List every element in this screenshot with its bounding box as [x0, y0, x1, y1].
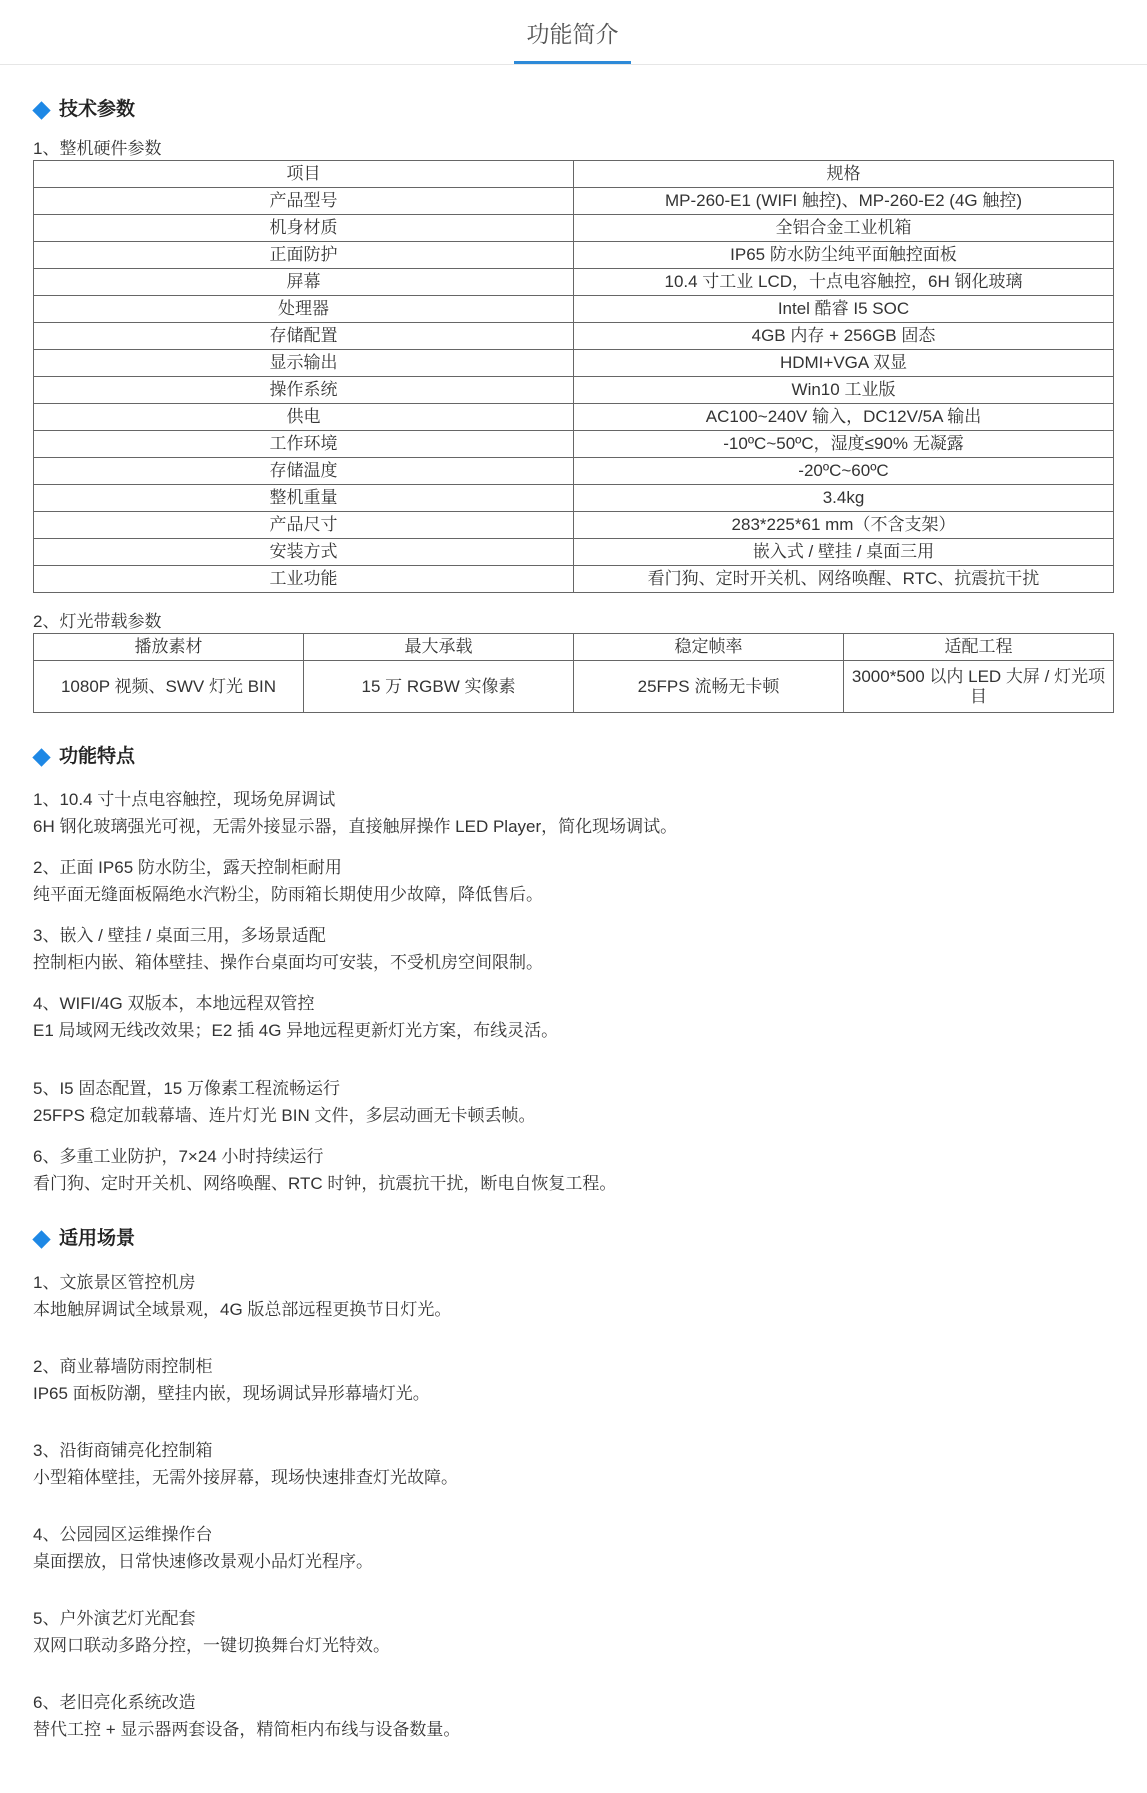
table-row — [34, 566, 1114, 593]
scenario-desc: 小型箱体壁挂，无需外接屏幕，现场快速排查灯光故障。 — [33, 1468, 458, 1487]
spec-item-cell: 存储配置 — [34, 323, 574, 350]
feature-desc: 纯平面无缝面板隔绝水汽粉尘，防雨箱长期使用少故障，降低售后。 — [33, 885, 543, 904]
spec-value-cell: HDMI+VGA 双显 — [574, 350, 1114, 377]
feature-title: 5、I5 固态配置，15 万像素工程流畅运行 — [33, 1079, 340, 1098]
feature-desc: E1 局域网无线改效果；E2 插 4G 异地远程更新灯光方案，布线灵活。 — [33, 1021, 559, 1040]
scenario-desc: 桌面摆放，日常快速修改景观小品灯光程序。 — [33, 1552, 373, 1571]
list-item — [33, 1605, 1113, 1659]
spec-value-cell: MP-260-E1 (WIFI 触控)、MP-260-E2 (4G 触控) — [574, 188, 1114, 215]
features-list — [33, 786, 1113, 1197]
spec-item-cell: 存储温度 — [34, 458, 574, 485]
tab-bar — [0, 0, 1147, 65]
table-row — [34, 539, 1114, 566]
table-header-cell: 最大承载 — [304, 634, 574, 661]
table-row — [34, 512, 1114, 539]
table-row — [34, 431, 1114, 458]
table-row — [34, 458, 1114, 485]
list-item — [33, 1353, 1113, 1407]
scenario-title: 1、文旅景区管控机房 — [33, 1273, 196, 1292]
feature-desc: 看门狗、定时开关机、网络唤醒、RTC 时钟，抗震抗干扰，断电自恢复工程。 — [33, 1174, 617, 1193]
spec-value-cell: IP65 防水防尘纯平面触控面板 — [574, 242, 1114, 269]
spec-item-cell: 处理器 — [34, 296, 574, 323]
scenario-desc: IP65 面板防潮，壁挂内嵌，现场调试异形幕墙灯光。 — [33, 1384, 430, 1403]
scenario-title: 5、户外演艺灯光配套 — [33, 1609, 196, 1628]
spec-item-cell: 安装方式 — [34, 539, 574, 566]
scenario-desc: 替代工控 + 显示器两套设备，精简柜内布线与设备数量。 — [33, 1720, 461, 1739]
list-item — [33, 786, 1113, 840]
spec-item-cell: 工作环境 — [34, 431, 574, 458]
spec-value-cell: 看门狗、定时开关机、网络唤醒、RTC、抗震抗干扰 — [574, 566, 1114, 593]
list-item — [33, 1269, 1113, 1323]
spec-value-cell: -20ºC~60ºC — [574, 458, 1114, 485]
table-header-cell: 播放素材 — [34, 634, 304, 661]
scenario-title: 2、商业幕墙防雨控制柜 — [33, 1357, 213, 1376]
spec-item-cell: 显示输出 — [34, 350, 574, 377]
hardware-params-table — [33, 160, 1114, 593]
list-item — [33, 1689, 1113, 1743]
list-item — [33, 922, 1113, 976]
scenario-desc: 本地触屏调试全域景观，4G 版总部远程更换节日灯光。 — [33, 1300, 452, 1319]
spec-item-cell: 产品型号 — [34, 188, 574, 215]
table-row — [34, 215, 1114, 242]
spec-item-cell: 机身材质 — [34, 215, 574, 242]
spec-item-cell: 产品尺寸 — [34, 512, 574, 539]
section-heading-label: 技术参数 — [59, 99, 136, 120]
table-row — [34, 296, 1114, 323]
spec-value-cell: AC100~240V 输入，DC12V/5A 输出 — [574, 404, 1114, 431]
section-heading-scenarios — [33, 1225, 1113, 1253]
table-header-cell: 规格 — [574, 161, 1114, 188]
feature-title: 4、WIFI/4G 双版本，本地远程双管控 — [33, 994, 315, 1013]
feature-desc: 25FPS 稳定加载幕墙、连片灯光 BIN 文件，多层动画无卡顿丢帧。 — [33, 1106, 536, 1125]
scenario-title: 6、老旧亮化系统改造 — [33, 1693, 196, 1712]
tab-feature-intro[interactable]: 功能简介 — [526, 21, 619, 47]
table-row — [34, 269, 1114, 296]
table-cell: 25FPS 流畅无卡顿 — [574, 661, 844, 713]
feature-desc: 6H 钢化玻璃强光可视，无需外接显示器，直接触屏操作 LED Player，简化现场调试。 — [33, 817, 678, 836]
section-heading-label: 功能特点 — [59, 746, 136, 767]
spec-value-cell: -10ºC~50ºC，湿度≤90% 无凝露 — [574, 431, 1114, 458]
list-item — [33, 1437, 1113, 1491]
table-cell: 15 万 RGBW 实像素 — [304, 661, 574, 713]
table-row — [34, 323, 1114, 350]
spec-value-cell: 嵌入式 / 壁挂 / 桌面三用 — [574, 539, 1114, 566]
list-item — [33, 1075, 1113, 1129]
scenario-title: 4、公园园区运维操作台 — [33, 1525, 213, 1544]
hardware-params-subtitle: 1、整机硬件参数 — [33, 139, 162, 158]
main-content — [33, 65, 1113, 1743]
table-cell: 3000*500 以内 LED 大屏 / 灯光项目 — [844, 661, 1114, 713]
spec-item-cell: 整机重量 — [34, 485, 574, 512]
spec-item-cell: 供电 — [34, 404, 574, 431]
section-heading-features — [33, 743, 1113, 771]
feature-title: 2、正面 IP65 防水防尘，露天控制柜耐用 — [33, 858, 342, 877]
feature-desc: 控制柜内嵌、箱体壁挂、操作台桌面均可安装，不受机房空间限制。 — [33, 953, 543, 972]
diamond-bullet-icon — [32, 748, 50, 766]
spec-item-cell: 正面防护 — [34, 242, 574, 269]
lighting-params-subtitle: 2、灯光带载参数 — [33, 612, 162, 631]
feature-title: 6、多重工业防护，7×24 小时持续运行 — [33, 1147, 324, 1166]
spec-item-cell: 操作系统 — [34, 377, 574, 404]
table-header-cell: 适配工程 — [844, 634, 1114, 661]
table-header-row — [34, 634, 1114, 661]
scenario-desc: 双网口联动多路分控，一键切换舞台灯光特效。 — [33, 1636, 390, 1655]
list-item — [33, 854, 1113, 908]
table-header-row — [34, 161, 1114, 188]
table-row — [34, 661, 1114, 713]
feature-title: 3、嵌入 / 壁挂 / 桌面三用，多场景适配 — [33, 926, 326, 945]
section-heading-tech — [33, 96, 1113, 124]
scenarios-list — [33, 1269, 1113, 1743]
spec-value-cell: 4GB 内存 + 256GB 固态 — [574, 323, 1114, 350]
spec-value-cell: 283*225*61 mm（不含支架） — [574, 512, 1114, 539]
table-row — [34, 350, 1114, 377]
spec-item-cell: 工业功能 — [34, 566, 574, 593]
table-cell: 1080P 视频、SWV 灯光 BIN — [34, 661, 304, 713]
list-item — [33, 1521, 1113, 1575]
diamond-bullet-icon — [32, 1230, 50, 1248]
list-item — [33, 990, 1113, 1044]
feature-title: 1、10.4 寸十点电容触控，现场免屏调试 — [33, 790, 336, 809]
table-header-cell: 稳定帧率 — [574, 634, 844, 661]
table-row — [34, 242, 1114, 269]
section-heading-label: 适用场景 — [59, 1228, 136, 1249]
table-row — [34, 377, 1114, 404]
table-row — [34, 188, 1114, 215]
spec-value-cell: 3.4kg — [574, 485, 1114, 512]
spec-value-cell: 10.4 寸工业 LCD，十点电容触控，6H 钢化玻璃 — [574, 269, 1114, 296]
scenario-title: 3、沿街商铺亮化控制箱 — [33, 1441, 213, 1460]
spec-item-cell: 屏幕 — [34, 269, 574, 296]
table-row — [34, 485, 1114, 512]
lighting-params-table — [33, 633, 1114, 713]
diamond-bullet-icon — [32, 101, 50, 119]
list-item — [33, 1143, 1113, 1197]
tab-active-indicator — [514, 61, 631, 64]
table-header-cell: 项目 — [34, 161, 574, 188]
spec-value-cell: 全铝合金工业机箱 — [574, 215, 1114, 242]
spec-value-cell: Intel 酷睿 I5 SOC — [574, 296, 1114, 323]
spec-value-cell: Win10 工业版 — [574, 377, 1114, 404]
table-row — [34, 404, 1114, 431]
